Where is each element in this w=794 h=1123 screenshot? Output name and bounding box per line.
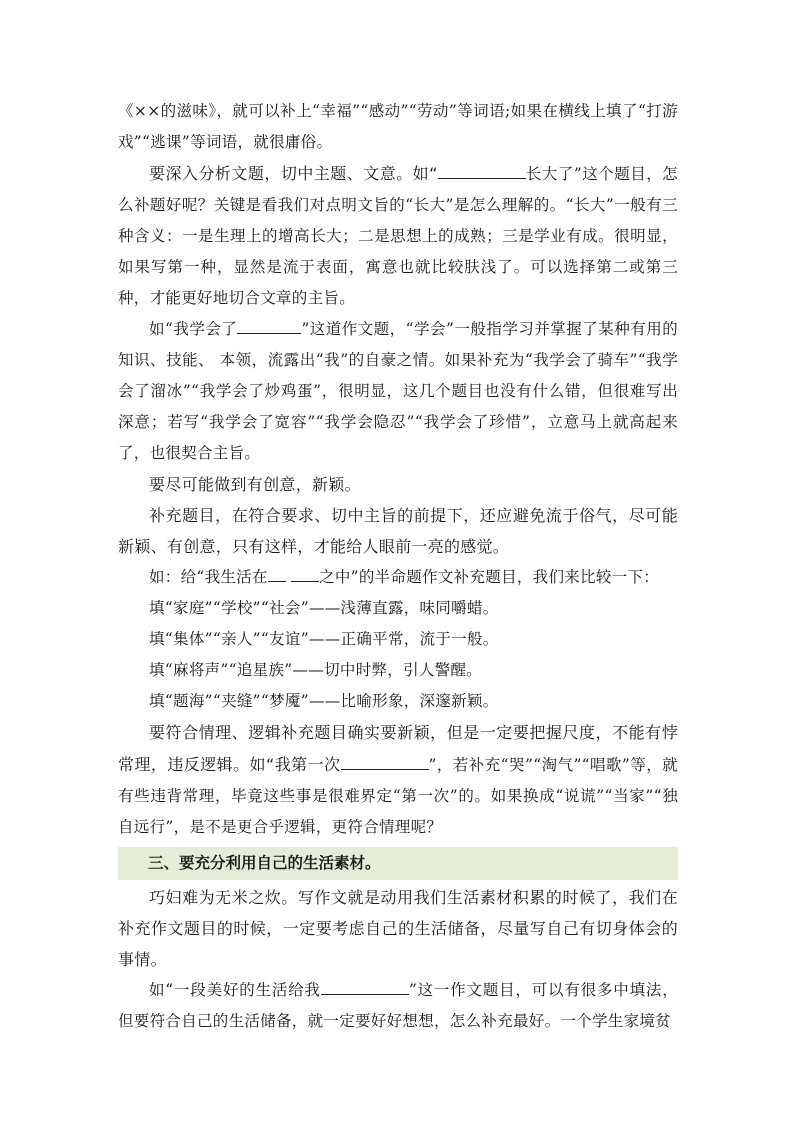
section-heading: 三、要充分利用自己的生活素材。 [118, 847, 678, 880]
paragraph-3-text: ”这道作文题，“学会”一般指学习并掌握了某种有用的知识、技能、 本领，流露出“我”的自豪之情。如果补充为“我学会了骑车”“我学会了溜冰”“我学会了炒鸡蛋”，很明显，这几个题目也没有什么错，但很难写出深意；若写“我学会了宽容”“我学会隐忍”“我学会了珍惜”，立意马上就高起来了，也很契合主旨。 [118, 320, 678, 462]
comparison-item-3 [118, 655, 678, 686]
fill-blank-line [341, 754, 429, 770]
paragraph-13-text: ”这一作文题目，可以有很多中填法，但要符合自己的生活储备，就一定要好好想想，怎么补充最好。一个学生家境贫 [118, 981, 678, 1030]
paragraph-4-text: 要尽可能做到有创意，新颖。 [149, 475, 361, 494]
paragraph-4 [118, 469, 678, 500]
comparison-item-1-text: 填“家庭”“学校”“社会”——浅薄直露，味同嚼蜡。 [149, 599, 499, 617]
paragraph-3-lead: 如“我学会了 [149, 320, 238, 338]
comparison-item-2-text: 填“集体”“亲人”“友谊”——正确平常，流于一般。 [149, 630, 499, 648]
paragraph-6 [118, 562, 678, 593]
document-body [118, 96, 678, 1037]
paragraph-12 [118, 882, 678, 975]
paragraph-6-text: 之中”的半命题作文补充题目，我们来比较一下： [319, 568, 660, 586]
paragraph-5-text: 补充题目，在符合要求、切中主旨的前提下，还应避免流于俗气，尽可能新颖、有创意，只有这样，才能给人眼前一亮的感觉。 [118, 506, 678, 556]
paragraph-5 [118, 500, 678, 562]
fill-blank-line [268, 566, 286, 582]
paragraph-13-lead: 如“一段美好的生活给我 [149, 981, 321, 999]
comparison-item-4-text: 填“题海”“夹缝”“梦魇”——比喻形象，深邃新颖。 [149, 692, 499, 710]
paragraph-11-lead: 要符合情理、逻辑补充题目确实要新颖，但是一定要把握尺度，不能有悖常理，违反逻辑。如“我第一次 [118, 723, 678, 774]
comparison-item-3-text: 填“麻将声”“追星族”——切中时弊，引人警醒。 [149, 661, 483, 679]
comparison-item-2 [118, 624, 678, 655]
paragraph-1-text: 《××的滋味》，就可以补上“幸福”“感动”“劳动”等词语;如果在横线上填了“打游戏”“逃课”等词语，就很庸俗。 [118, 102, 678, 151]
fill-blank-line [438, 163, 526, 179]
comparison-item-1 [118, 593, 678, 624]
paragraph-2-lead: 要深入分析文题，切中主题、文意。如“ [149, 164, 438, 183]
paragraph-13 [118, 975, 678, 1037]
paragraph-11-text: ”，若补充“哭”“淘气”“唱歌”等，就有些违背常理，毕竟这些事是很难界定“第一次”的。如果换成“说谎”“当家”“独自远行”，是不是更合乎逻辑，更符合情理呢？ [118, 756, 678, 836]
paragraph-1 [118, 96, 678, 158]
paragraph-12-text: 巧妇难为无米之炊。写作文就是动用我们生活素材积累的时候了，我们在补充作文题目的时候，一定要考虑自己的生活储备，尽量写自己有切身体会的事情。 [118, 888, 678, 969]
paragraph-2-text: 长大了”这个题目，怎么补题好呢？关键是看我们对点明文旨的“长大”是怎么理解的。“长大”一般有三种含义：一是生理上的增高长大；二是思想上的成熟；三是学业有成。很明显，如果写第一种，显然是流于表面，寓意也就比较肤浅了。可以选择第二或第三种，才能更好地切合文章的主旨。 [118, 165, 678, 307]
fill-blank-line [321, 979, 409, 995]
paragraph-6-lead: 如：给“我生活在 [149, 568, 268, 586]
fill-blank-line [291, 566, 319, 582]
fill-blank-line [237, 318, 301, 334]
paragraph-2 [118, 158, 678, 314]
paragraph-11 [118, 717, 678, 843]
paragraph-3 [118, 314, 678, 469]
comparison-item-4 [118, 686, 678, 717]
